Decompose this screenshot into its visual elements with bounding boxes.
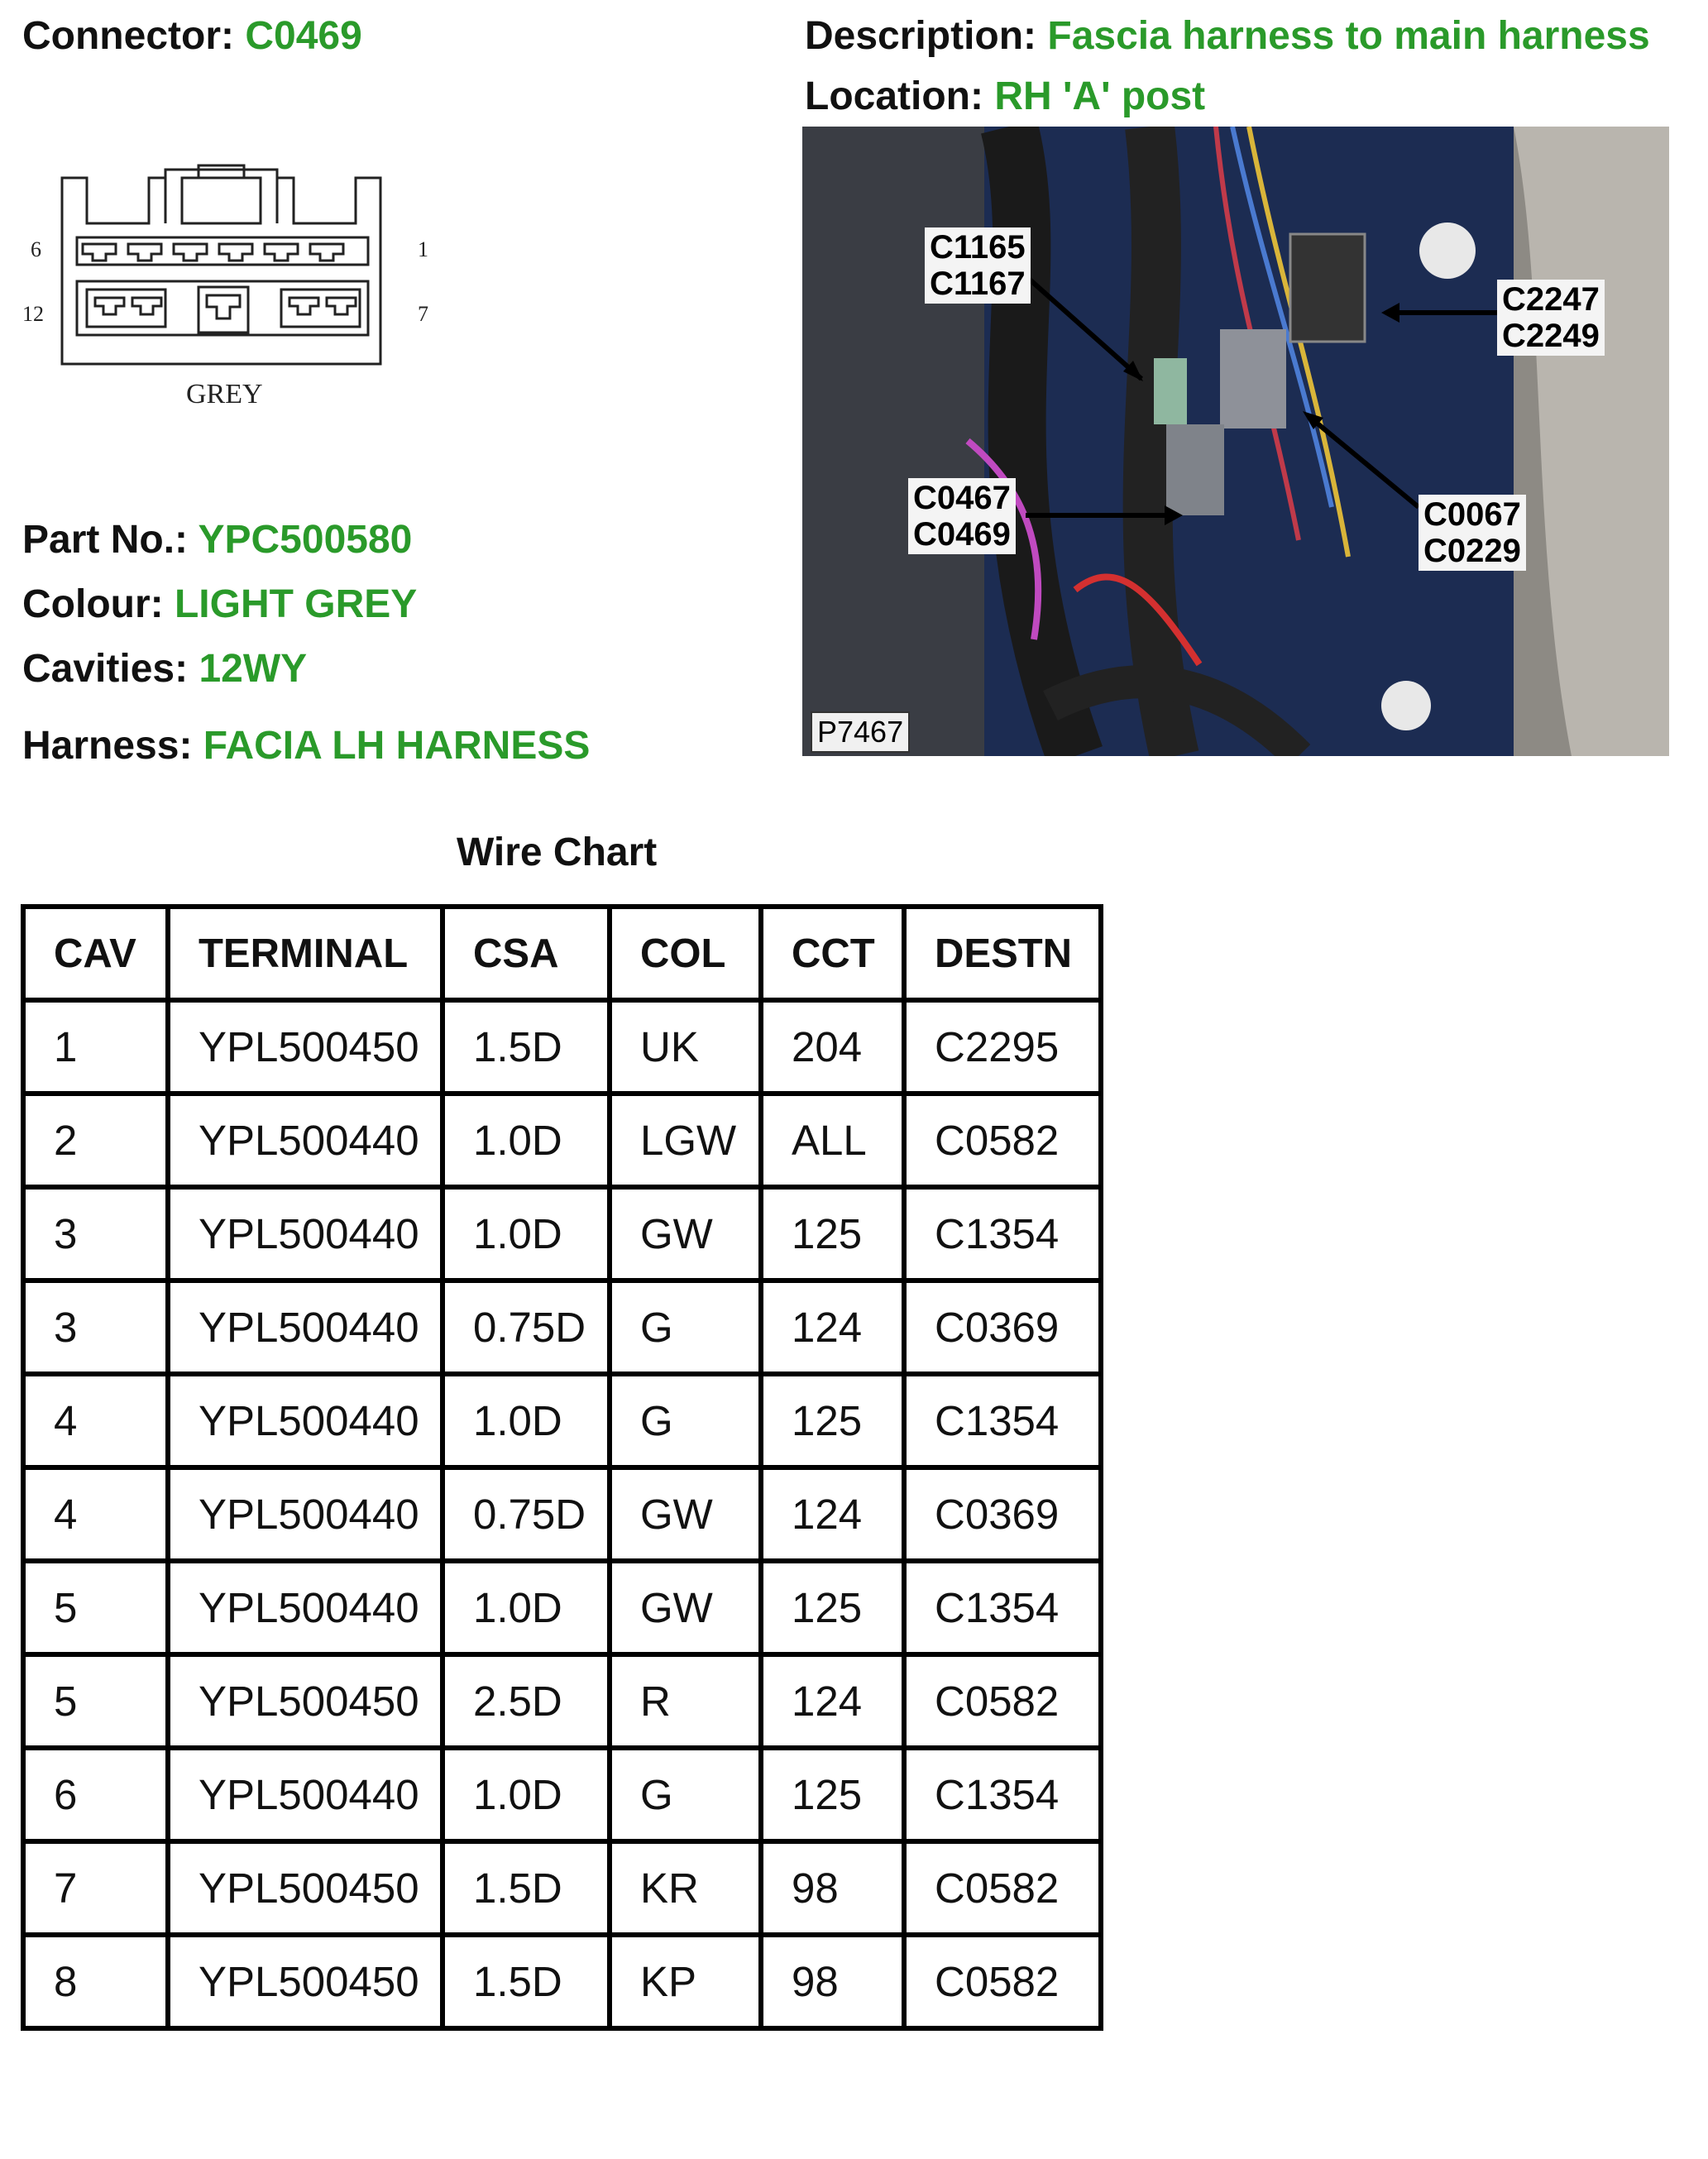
colour-label: Colour: [22,582,164,626]
part-no-field [22,520,412,560]
cell-csa: 1.5D [443,1935,610,2028]
table-row [23,1748,1101,1841]
cell-destn: C0369 [904,1467,1101,1561]
cell-csa: 0.75D [443,1467,610,1561]
pin-1-label: 1 [418,237,428,261]
cell-terminal: YPL500450 [168,1935,443,2028]
cell-cav: 8 [23,1935,168,2028]
cell-col: GW [610,1187,761,1281]
location-value: RH 'A' post [994,74,1206,118]
table-row [23,1281,1101,1374]
cell-csa: 1.0D [443,1561,610,1654]
description-label: Description: [805,14,1037,58]
cell-col: G [610,1281,761,1374]
connector-field [22,14,362,58]
cell-col: G [610,1748,761,1841]
cell-csa: 1.5D [443,1000,610,1094]
cavities-value: 12WY [199,647,308,691]
cell-terminal: YPL500440 [168,1281,443,1374]
table-row [23,1374,1101,1467]
cell-terminal: YPL500440 [168,1094,443,1187]
colour-field [22,582,418,626]
table-row [23,1187,1101,1281]
callout-c1165: C1165 [930,229,1026,266]
table-row [23,1841,1101,1935]
callout-c0067-c0229 [1419,495,1526,571]
cell-destn: C1354 [904,1561,1101,1654]
cell-csa: 1.5D [443,1841,610,1935]
pin-12-label: 12 [22,302,44,326]
cell-csa: 1.0D [443,1187,610,1281]
cell-cct: 125 [761,1748,904,1841]
cell-cct: ALL [761,1094,904,1187]
table-row [23,1561,1101,1654]
cell-col: KP [610,1935,761,2028]
pin-7-label: 7 [418,302,428,326]
cell-cct: 98 [761,1935,904,2028]
callout-c2249: C2249 [1502,318,1600,354]
cell-cct: 124 [761,1654,904,1748]
description-field [805,14,1650,58]
cell-cav: 4 [23,1467,168,1561]
cell-cav: 7 [23,1841,168,1935]
cell-csa: 1.0D [443,1374,610,1467]
cell-terminal: YPL500440 [168,1187,443,1281]
cell-col: KR [610,1841,761,1935]
header-cav: CAV [23,907,168,1000]
harness-label: Harness: [22,724,193,768]
cell-csa: 2.5D [443,1654,610,1748]
pin-6-label: 6 [31,237,41,261]
cell-csa: 1.0D [443,1094,610,1187]
cell-terminal: YPL500440 [168,1748,443,1841]
cell-terminal: YPL500440 [168,1561,443,1654]
cell-cct: 124 [761,1467,904,1561]
connector-face-diagram [12,161,443,426]
cavities-label: Cavities: [22,647,189,691]
header-destn: DESTN [904,907,1101,1000]
cell-cav: 4 [23,1374,168,1467]
cavities-field [22,649,307,689]
callout-c0067: C0067 [1423,496,1521,533]
cell-cct: 204 [761,1000,904,1094]
cell-cct: 125 [761,1187,904,1281]
connector-label: Connector: [22,14,234,58]
table-row [23,1467,1101,1561]
cell-col: LGW [610,1094,761,1187]
table-row [23,1000,1101,1094]
callout-c2247-c2249 [1497,280,1605,356]
cell-destn: C1354 [904,1187,1101,1281]
cell-cav: 3 [23,1187,168,1281]
cell-terminal: YPL500450 [168,1841,443,1935]
callout-c0467-c0469 [908,478,1016,554]
cell-destn: C1354 [904,1374,1101,1467]
cell-col: R [610,1654,761,1748]
header-terminal: TERMINAL [168,907,443,1000]
cell-cct: 125 [761,1561,904,1654]
callout-c0229: C0229 [1423,533,1521,569]
callout-c1165-c1167 [925,227,1031,304]
location-photo [802,127,1669,756]
cell-terminal: YPL500440 [168,1467,443,1561]
part-no-label: Part No.: [22,518,189,562]
photo-id-label: P7467 [811,711,910,753]
table-header-row [23,907,1101,1000]
cell-cct: 125 [761,1374,904,1467]
cell-cav: 5 [23,1654,168,1748]
cell-destn: C1354 [904,1748,1101,1841]
location-label: Location: [805,74,983,118]
cell-destn: C0582 [904,1935,1101,2028]
cell-destn: C0582 [904,1654,1101,1748]
description-value: Fascia harness to main harness [1047,14,1650,58]
callout-c2247: C2247 [1502,281,1600,318]
wire-chart-table [21,904,1103,2031]
connector-value: C0469 [245,14,362,58]
diagram-colour-label: GREY [186,379,263,409]
table-row [23,1935,1101,2028]
cell-col: UK [610,1000,761,1094]
cell-col: GW [610,1561,761,1654]
cell-destn: C0582 [904,1094,1101,1187]
harness-value: FACIA LH HARNESS [203,724,591,768]
table-row [23,1094,1101,1187]
cell-cav: 6 [23,1748,168,1841]
callout-c1167: C1167 [930,266,1026,302]
header-cct: CCT [761,907,904,1000]
cell-destn: C0369 [904,1281,1101,1374]
wire-chart-title: Wire Chart [457,831,658,874]
cell-destn: C0582 [904,1841,1101,1935]
cell-csa: 0.75D [443,1281,610,1374]
table-row [23,1654,1101,1748]
cell-terminal: YPL500450 [168,1000,443,1094]
cell-destn: C2295 [904,1000,1101,1094]
callout-c0467: C0467 [913,480,1011,516]
cell-cct: 98 [761,1841,904,1935]
colour-value: LIGHT GREY [174,582,418,626]
cell-terminal: YPL500450 [168,1654,443,1748]
cell-col: G [610,1374,761,1467]
cell-cct: 124 [761,1281,904,1374]
cell-cav: 1 [23,1000,168,1094]
location-field [805,74,1206,118]
part-no-value: YPC500580 [198,518,413,562]
cell-cav: 2 [23,1094,168,1187]
header-col: COL [610,907,761,1000]
callout-c0469: C0469 [913,516,1011,553]
harness-field [22,726,590,766]
cell-cav: 5 [23,1561,168,1654]
cell-cav: 3 [23,1281,168,1374]
cell-csa: 1.0D [443,1748,610,1841]
header-csa: CSA [443,907,610,1000]
cell-col: GW [610,1467,761,1561]
cell-terminal: YPL500440 [168,1374,443,1467]
